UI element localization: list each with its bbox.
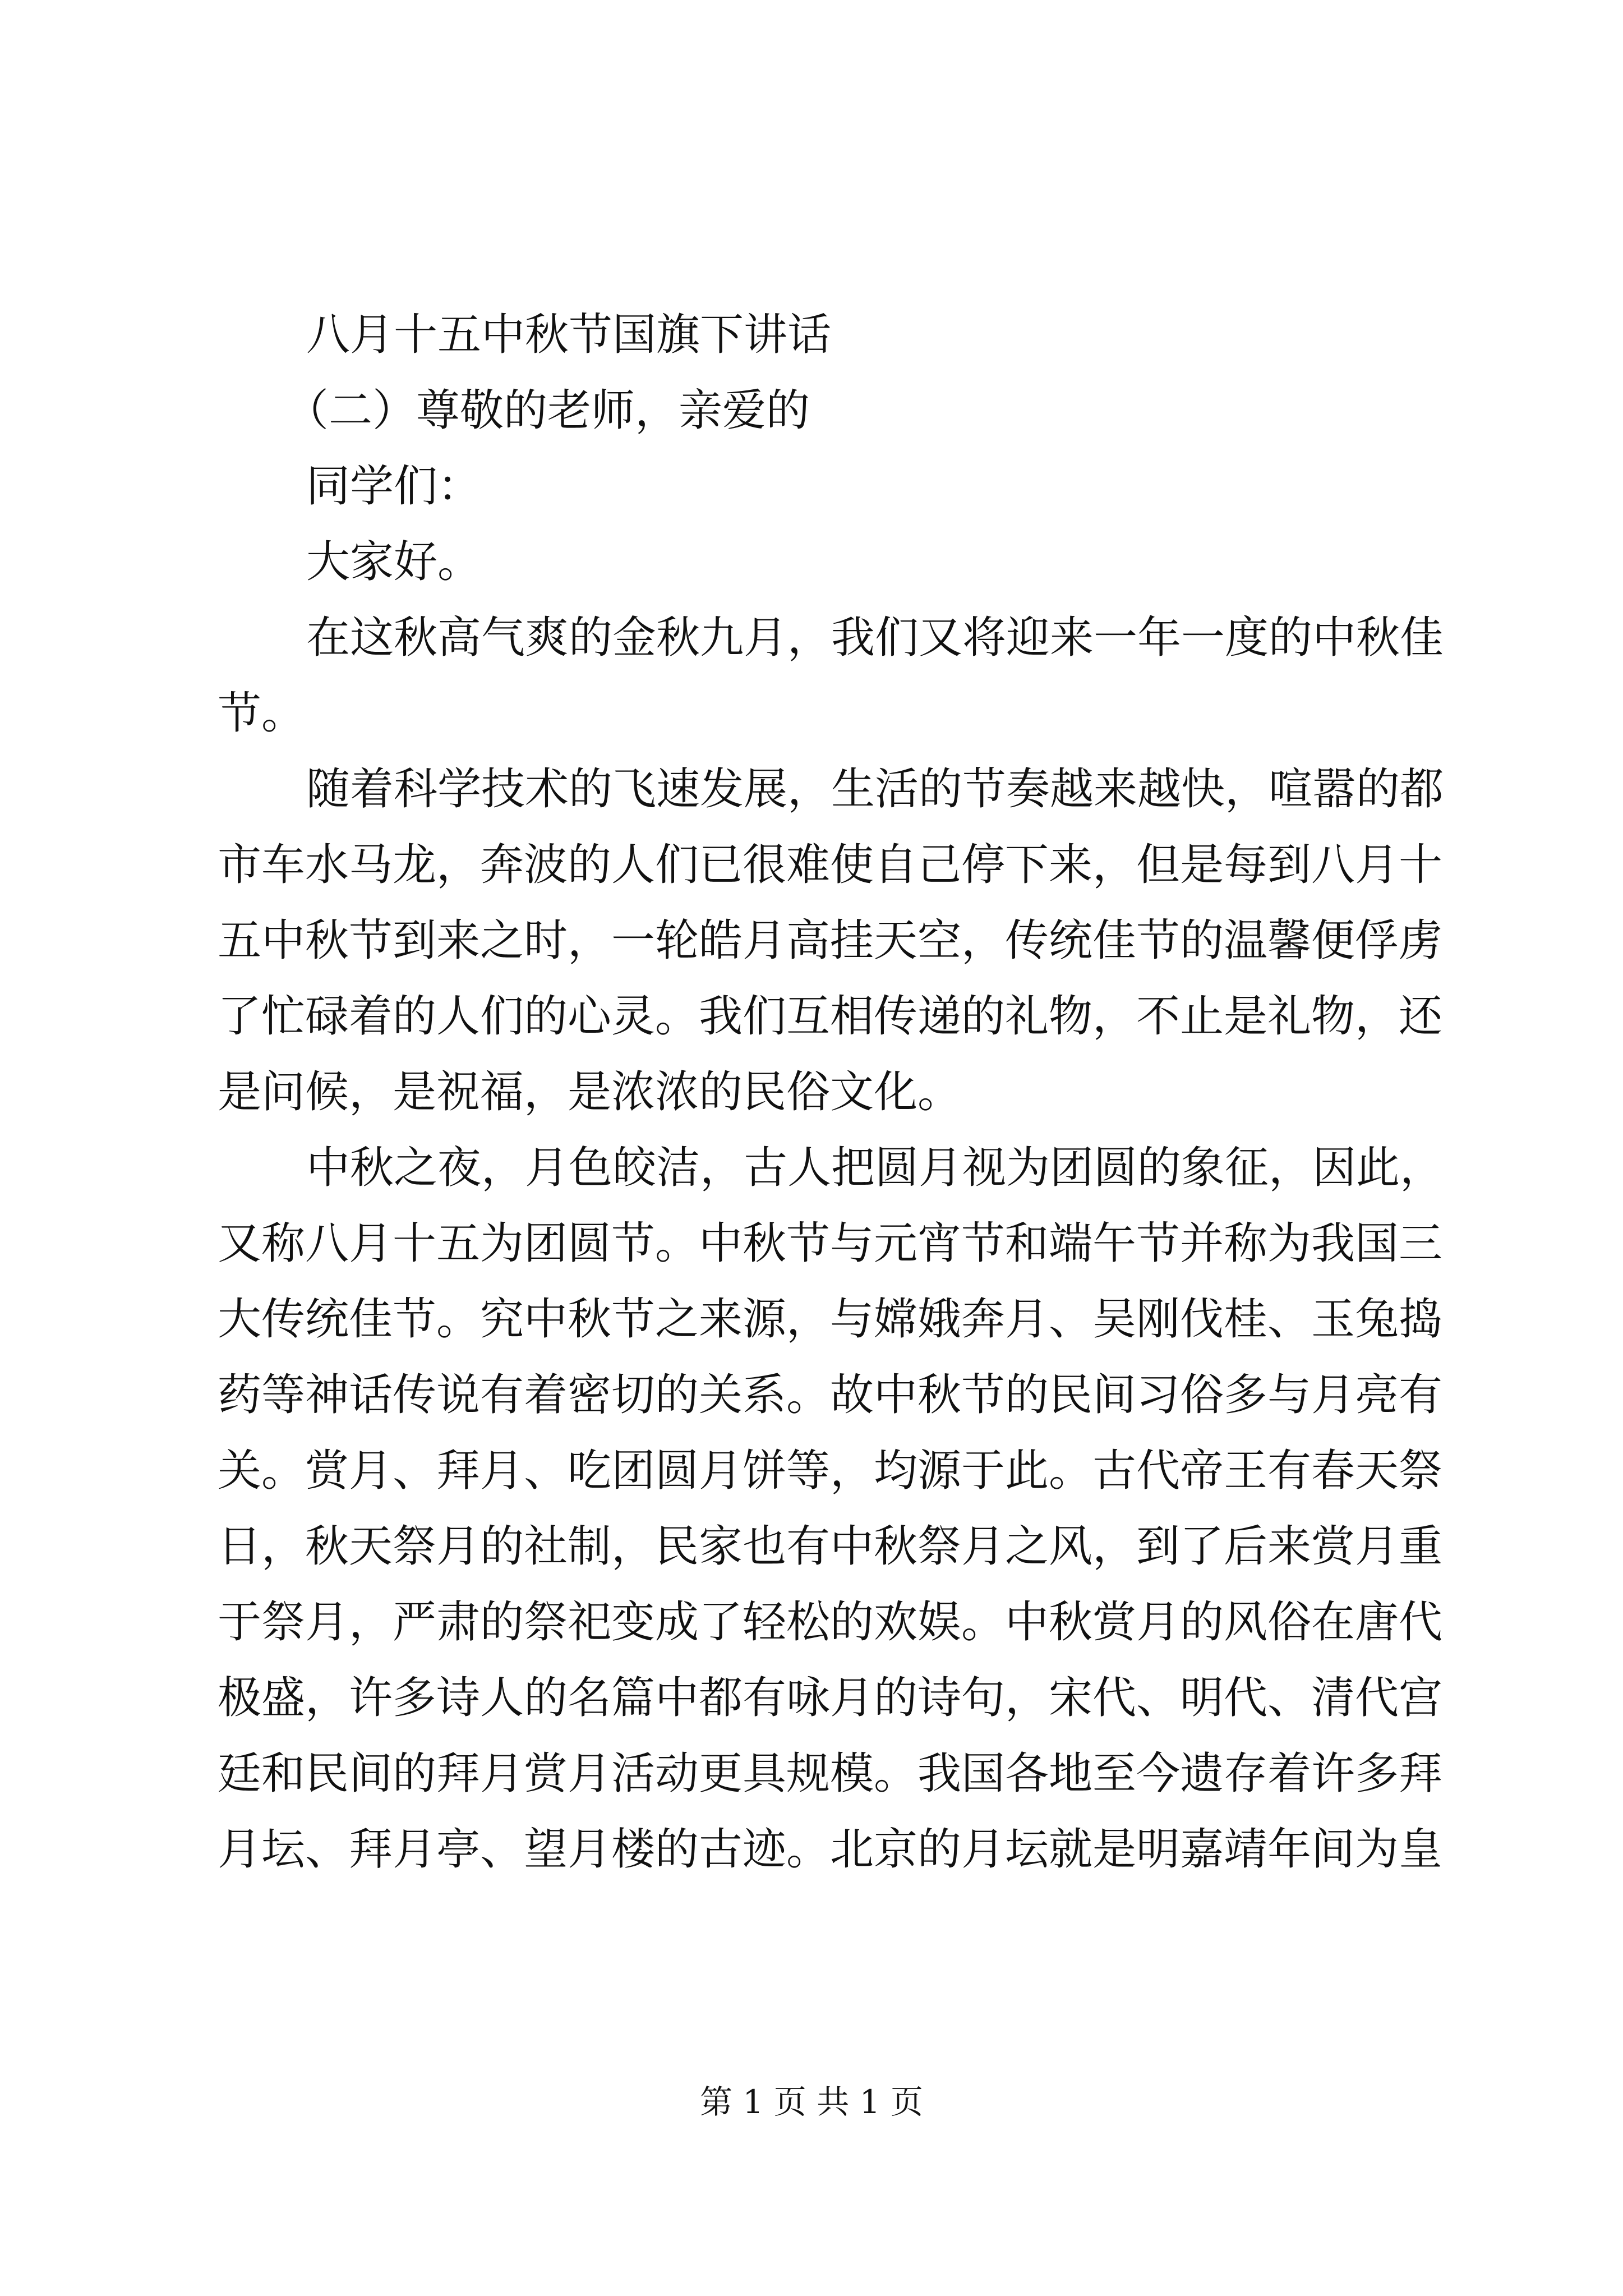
- page-footer: 第 1 页 共 1 页: [700, 2083, 923, 2121]
- paragraph-line: 日，秋天祭月的社制，民家也有中秋祭月之风，到了后来赏月重: [218, 1521, 1443, 1572]
- paragraph-line: 大传统佳节。究中秋节之来源，与嫦娥奔月、吴刚伐桂、玉兔捣: [218, 1294, 1443, 1345]
- paragraph-line: 随着科学技术的飞速发展，生活的节奏越来越快，喧嚣的都: [306, 764, 1444, 815]
- paragraph-line: 又称八月十五为团圆节。中秋节与元宵节和端午节并称为我国三: [218, 1218, 1443, 1269]
- document-subtitle: （二）尊敬的老师，亲爱的: [285, 385, 810, 436]
- document-title: 八月十五中秋节国旗下讲话: [306, 310, 832, 360]
- salutation: 同学们：: [306, 461, 482, 512]
- greeting: 大家好。: [306, 537, 482, 587]
- paragraph-line: 廷和民间的拜月赏月活动更具规模。我国各地至今遗存着许多拜: [218, 1749, 1443, 1799]
- document-body: [218, 297, 1444, 1888]
- paragraph-line: 极盛，许多诗人的名篇中都有咏月的诗句，宋代、明代、清代宫: [218, 1673, 1443, 1723]
- paragraph-line: 在这秋高气爽的金秋九月，我们又将迎来一年一度的中秋佳: [306, 613, 1444, 663]
- paragraph-line: 是问候，是祝福，是浓浓的民俗文化。: [218, 1067, 962, 1117]
- paragraph-line: 中秋之夜，月色皎洁，古人把圆月视为团圆的象征，因此，: [306, 1143, 1444, 1193]
- paragraph-line: 月坛、拜月亭、望月楼的古迹。北京的月坛就是明嘉靖年间为皇: [218, 1824, 1443, 1875]
- paragraph-line: 节。: [218, 688, 306, 739]
- paragraph-line: 药等神话传说有着密切的关系。故中秋节的民间习俗多与月亮有: [218, 1370, 1443, 1420]
- paragraph-line: 关。赏月、拜月、吃团圆月饼等，均源于此。古代帝王有春天祭: [218, 1446, 1443, 1496]
- paragraph-line: 于祭月，严肃的祭祀变成了轻松的欢娱。中秋赏月的风俗在唐代: [218, 1597, 1443, 1648]
- paragraph-line: 了忙碌着的人们的心灵。我们互相传递的礼物，不止是礼物，还: [218, 991, 1443, 1042]
- paragraph-line: 五中秋节到来之时，一轮皓月高挂天空，传统佳节的温馨便俘虏: [218, 915, 1443, 966]
- paragraph-line: 市车水马龙，奔波的人们已很难使自己停下来，但是每到八月十: [218, 840, 1443, 890]
